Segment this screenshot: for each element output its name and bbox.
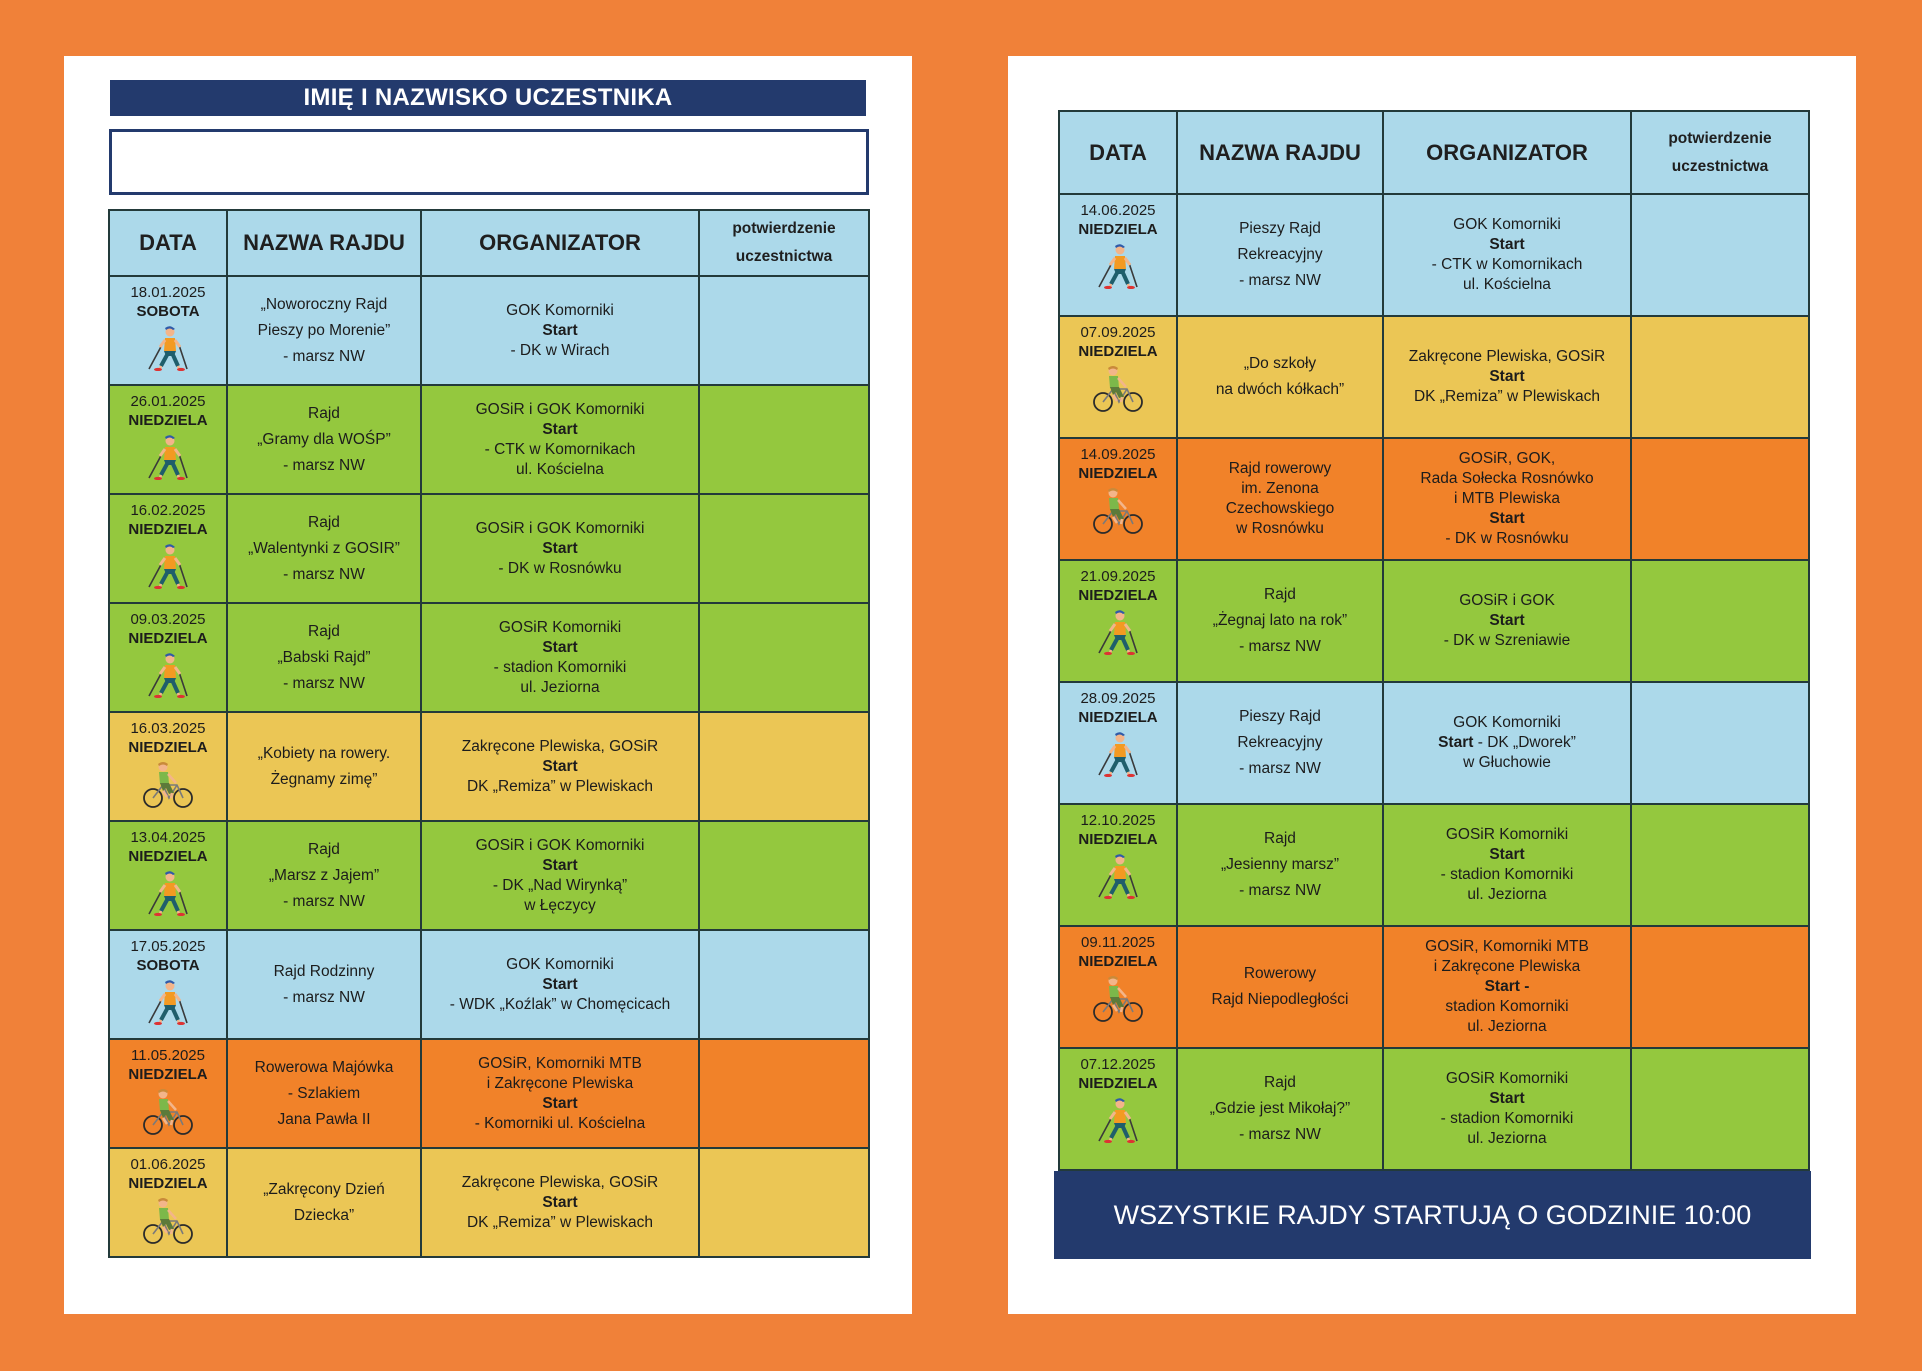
organizer-line: ul. Kościelna xyxy=(1463,276,1551,293)
confirmation-cell[interactable] xyxy=(699,1148,869,1257)
event-name-line: - marsz NW xyxy=(1239,1126,1321,1143)
event-name-line: - marsz NW xyxy=(283,674,365,692)
header-confirmation xyxy=(1631,111,1809,194)
date-cell xyxy=(109,385,227,494)
start-label: Start xyxy=(542,975,578,993)
event-weekday: NIEDZIELA xyxy=(1078,831,1158,848)
organizer-line: Start - DK „Dworek” xyxy=(1438,734,1576,751)
header-organizer: ORGANIZATOR xyxy=(1383,111,1631,194)
organizer-cell xyxy=(421,385,699,494)
organizer-line: Rada Sołecka Rosnówko xyxy=(1420,470,1594,487)
event-name-line: „Babski Rajd” xyxy=(277,648,371,666)
organizer-line: GOSiR Komorniki xyxy=(1445,1070,1569,1087)
organizer-cell xyxy=(421,821,699,930)
start-label: Start xyxy=(1489,368,1525,385)
event-name-line: Rajd xyxy=(308,622,340,640)
event-date: 16.03.2025 xyxy=(130,720,206,737)
date-cell xyxy=(1059,682,1177,804)
event-name-cell xyxy=(1177,804,1383,926)
organizer-line: ul. Jeziorna xyxy=(1467,886,1547,903)
event-name-cell xyxy=(227,603,421,712)
confirmation-cell[interactable] xyxy=(1631,316,1809,438)
header-name: NAZWA RAJDU xyxy=(1177,111,1383,194)
start-label: Start xyxy=(542,1193,578,1211)
organizer-line: GOK Komorniki xyxy=(506,955,614,973)
date-cell xyxy=(1059,804,1177,926)
walker-icon xyxy=(1064,731,1172,783)
table-row xyxy=(109,494,869,603)
table-row xyxy=(109,821,869,930)
event-date: 21.09.2025 xyxy=(1080,568,1156,585)
organizer-line: w Głuchowie xyxy=(1463,754,1551,771)
start-label: Start xyxy=(542,856,578,874)
header-confirmation-line-1: potwierdzenie xyxy=(1668,129,1772,147)
event-name-line: Rajd Niepodległości xyxy=(1211,991,1349,1008)
table-row xyxy=(109,930,869,1039)
event-name-line: - marsz NW xyxy=(283,347,365,365)
organizer-line: ul. Jeziorna xyxy=(520,678,600,696)
organizer-cell xyxy=(421,1148,699,1257)
organizer-cell xyxy=(421,603,699,712)
organizer-line: DK „Remiza” w Plewiskach xyxy=(466,777,654,795)
organizer-line: ul. Kościelna xyxy=(516,460,604,478)
event-name-line: „Marsz z Jajem” xyxy=(268,866,380,884)
event-name-line: „Gramy dla WOŚP” xyxy=(257,430,391,448)
table-row xyxy=(109,712,869,821)
organizer-line: stadion Komorniki xyxy=(1445,998,1569,1015)
cyclist-icon xyxy=(114,1088,222,1142)
start-label: Start xyxy=(1489,612,1525,629)
event-name-cell xyxy=(1177,316,1383,438)
table-row xyxy=(109,276,869,385)
organizer-line: GOSiR, Komorniki MTB xyxy=(478,1054,642,1072)
event-weekday: NIEDZIELA xyxy=(128,412,208,429)
participant-name-field[interactable] xyxy=(109,129,869,195)
organizer-cell xyxy=(421,1039,699,1148)
organizer-cell xyxy=(1383,1048,1631,1170)
walker-icon xyxy=(114,870,222,922)
organizer-line: GOSiR, Komorniki MTB xyxy=(1425,938,1589,955)
organizer-line: - DK „Nad Wirynką” xyxy=(492,876,628,894)
start-label: Start xyxy=(542,757,578,775)
event-date: 01.06.2025 xyxy=(130,1156,206,1173)
organizer-line: GOSiR i GOK Komorniki xyxy=(475,400,645,418)
event-name-line: Czechowskiego xyxy=(1225,500,1335,517)
event-name-line: Rajd Rodzinny xyxy=(273,962,375,980)
organizer-line: i Zakręcone Plewiska xyxy=(1433,958,1581,975)
confirmation-cell[interactable] xyxy=(1631,194,1809,316)
confirmation-cell[interactable] xyxy=(1631,804,1809,926)
event-name-line: Rajd xyxy=(1264,830,1296,847)
event-name-cell xyxy=(227,494,421,603)
organizer-line: - stadion Komorniki xyxy=(1440,866,1574,883)
start-label: Start xyxy=(542,539,578,557)
organizer-line: - Komorniki ul. Kościelna xyxy=(474,1114,646,1132)
walker-icon xyxy=(1064,609,1172,661)
event-date: 17.05.2025 xyxy=(130,938,206,955)
event-name-line: - marsz NW xyxy=(283,456,365,474)
walker-icon xyxy=(1064,853,1172,905)
organizer-line: GOK Komorniki xyxy=(506,301,614,319)
start-label: Start xyxy=(542,420,578,438)
event-name-line: - marsz NW xyxy=(1239,882,1321,899)
event-date: 14.09.2025 xyxy=(1080,446,1156,463)
event-name-line: Jana Pawła II xyxy=(277,1110,371,1128)
organizer-line: ul. Jeziorna xyxy=(1467,1018,1547,1035)
organizer-line: Zakręcone Plewiska, GOSiR xyxy=(461,737,659,755)
organizer-line: GOSiR i GOK Komorniki xyxy=(475,836,645,854)
date-cell xyxy=(109,603,227,712)
date-cell xyxy=(1059,560,1177,682)
event-name-line: Rajd xyxy=(1264,586,1296,603)
event-weekday: NIEDZIELA xyxy=(1078,709,1158,726)
event-date: 09.03.2025 xyxy=(130,611,206,628)
table-row xyxy=(1059,926,1809,1048)
table-header-row xyxy=(1059,111,1809,194)
event-weekday: NIEDZIELA xyxy=(1078,953,1158,970)
start-label: Start xyxy=(542,638,578,656)
table-row xyxy=(1059,438,1809,560)
event-name-line: Pieszy Rajd xyxy=(1239,708,1321,725)
organizer-line: Zakręcone Plewiska, GOSiR xyxy=(461,1173,659,1191)
header-date: DATA xyxy=(1059,111,1177,194)
schedule-table-right xyxy=(1058,110,1810,1171)
start-label: Start xyxy=(542,1094,578,1112)
date-cell xyxy=(1059,926,1177,1048)
header-confirmation-line-2: uczestnictwa xyxy=(735,248,833,265)
organizer-cell xyxy=(421,494,699,603)
table-row xyxy=(1059,804,1809,926)
header-date: DATA xyxy=(109,210,227,276)
event-name-line: „Jesienny marsz” xyxy=(1221,856,1339,873)
walker-icon xyxy=(114,543,222,595)
event-name-line: „Żegnaj lato na rok” xyxy=(1212,612,1348,629)
organizer-line: - stadion Komorniki xyxy=(493,658,627,676)
event-weekday: NIEDZIELA xyxy=(128,1175,208,1192)
cyclist-icon xyxy=(1064,487,1172,541)
confirmation-cell[interactable] xyxy=(699,821,869,930)
walker-icon xyxy=(114,434,222,486)
event-name-cell xyxy=(227,1148,421,1257)
event-weekday: NIEDZIELA xyxy=(128,739,208,756)
event-name-line: „Gdzie jest Mikołaj?” xyxy=(1209,1100,1351,1117)
event-name-line: im. Zenona xyxy=(1241,480,1319,497)
confirmation-cell[interactable] xyxy=(699,1039,869,1148)
event-name-cell xyxy=(1177,194,1383,316)
cyclist-icon xyxy=(1064,975,1172,1029)
organizer-line: - stadion Komorniki xyxy=(1440,1110,1574,1127)
right-page xyxy=(1008,56,1856,1314)
event-date: 11.05.2025 xyxy=(131,1047,205,1064)
organizer-cell xyxy=(1383,804,1631,926)
event-weekday: SOBOTA xyxy=(136,303,200,320)
organizer-line: ul. Jeziorna xyxy=(1467,1130,1547,1147)
cyclist-icon xyxy=(114,1197,222,1251)
participant-name-header: IMIĘ I NAZWISKO UCZESTNIKA xyxy=(110,80,866,116)
event-name-line: Rekreacyjny xyxy=(1237,734,1323,751)
event-weekday: NIEDZIELA xyxy=(128,521,208,538)
event-name-cell xyxy=(1177,926,1383,1048)
event-date: 16.02.2025 xyxy=(130,502,206,519)
start-label: Start xyxy=(542,321,578,339)
table-row xyxy=(1059,560,1809,682)
walker-icon xyxy=(114,325,222,377)
confirmation-cell[interactable] xyxy=(699,276,869,385)
event-weekday: NIEDZIELA xyxy=(128,630,208,647)
walker-icon xyxy=(114,652,222,704)
date-cell xyxy=(1059,438,1177,560)
event-date: 07.12.2025 xyxy=(1080,1056,1156,1073)
table-row xyxy=(1059,682,1809,804)
start-label: Start - xyxy=(1484,978,1530,995)
date-cell xyxy=(109,1148,227,1257)
organizer-line: GOSiR, GOK, xyxy=(1458,450,1556,467)
event-name-cell xyxy=(1177,1048,1383,1170)
event-weekday: SOBOTA xyxy=(136,957,200,974)
walker-icon xyxy=(114,979,222,1031)
date-cell xyxy=(1059,1048,1177,1170)
organizer-line: Zakręcone Plewiska, GOSiR xyxy=(1408,348,1606,365)
table-row xyxy=(109,1039,869,1148)
event-name-line: - marsz NW xyxy=(1239,638,1321,655)
organizer-line: GOK Komorniki xyxy=(1453,714,1561,731)
organizer-line: i MTB Plewiska xyxy=(1454,490,1560,507)
header-organizer: ORGANIZATOR xyxy=(421,210,699,276)
organizer-line: - DK w Szreniawie xyxy=(1443,632,1571,649)
confirmation-cell[interactable] xyxy=(1631,926,1809,1048)
table-row xyxy=(109,1148,869,1257)
date-cell xyxy=(109,1039,227,1148)
event-name-line: na dwóch kółkach” xyxy=(1215,381,1345,398)
left-page xyxy=(64,56,912,1314)
confirmation-cell[interactable] xyxy=(699,385,869,494)
event-name-line: - marsz NW xyxy=(283,565,365,583)
event-name-line: „Walentynki z GOSIR” xyxy=(248,539,400,557)
event-date: 09.11.2025 xyxy=(1081,934,1155,951)
organizer-line: GOSiR Komorniki xyxy=(498,618,622,636)
event-date: 18.01.2025 xyxy=(130,284,206,301)
organizer-line: - DK w Rosnówku xyxy=(498,559,622,577)
table-header-row xyxy=(109,210,869,276)
organizer-line: i Zakręcone Plewiska xyxy=(486,1074,634,1092)
event-date: 07.09.2025 xyxy=(1080,324,1156,341)
start-label: Start xyxy=(1489,510,1525,527)
event-weekday: NIEDZIELA xyxy=(128,1066,208,1083)
event-name-line: Pieszy po Morenie” xyxy=(257,321,391,339)
confirmation-cell[interactable] xyxy=(699,603,869,712)
table-row xyxy=(109,603,869,712)
confirmation-cell[interactable] xyxy=(699,930,869,1039)
event-name-line: - Szlakiem xyxy=(287,1084,361,1102)
organizer-cell xyxy=(421,276,699,385)
header-name: NAZWA RAJDU xyxy=(227,210,421,276)
confirmation-cell[interactable] xyxy=(699,712,869,821)
cyclist-icon xyxy=(114,761,222,815)
organizer-cell xyxy=(421,930,699,1039)
schedule-table-left xyxy=(108,209,870,1258)
organizer-line: GOSiR i GOK Komorniki xyxy=(475,519,645,537)
organizer-line: - DK w Rosnówku xyxy=(1445,530,1569,547)
date-cell xyxy=(109,821,227,930)
event-name-line: „Zakręcony Dzień xyxy=(263,1180,385,1198)
date-cell xyxy=(109,930,227,1039)
event-name-line: Rowerowy xyxy=(1243,965,1317,982)
event-weekday: NIEDZIELA xyxy=(1078,221,1158,238)
table-row xyxy=(1059,316,1809,438)
event-date: 12.10.2025 xyxy=(1080,812,1156,829)
confirmation-cell[interactable] xyxy=(1631,560,1809,682)
organizer-line: - CTK w Komornikach xyxy=(484,440,636,458)
event-date: 28.09.2025 xyxy=(1080,690,1156,707)
start-label: Start xyxy=(1489,846,1525,863)
organizer-cell xyxy=(1383,194,1631,316)
header-confirmation-line-2: uczestnictwa xyxy=(1671,157,1769,175)
event-name-line: Żegnamy zimę” xyxy=(270,770,378,788)
date-cell xyxy=(109,712,227,821)
start-label: Start xyxy=(1438,734,1474,751)
confirmation-cell[interactable] xyxy=(699,494,869,603)
event-date: 14.06.2025 xyxy=(1080,202,1156,219)
organizer-cell xyxy=(1383,560,1631,682)
confirmation-cell[interactable] xyxy=(1631,438,1809,560)
organizer-cell xyxy=(1383,438,1631,560)
event-name-cell xyxy=(227,385,421,494)
event-name-cell xyxy=(227,821,421,930)
organizer-cell xyxy=(421,712,699,821)
date-cell xyxy=(109,494,227,603)
organizer-cell xyxy=(1383,682,1631,804)
event-name-cell xyxy=(1177,560,1383,682)
confirmation-cell[interactable] xyxy=(1631,682,1809,804)
date-cell xyxy=(1059,316,1177,438)
cyclist-icon xyxy=(1064,365,1172,419)
walker-icon xyxy=(1064,1097,1172,1149)
start-label: Start xyxy=(1489,1090,1525,1107)
event-name-cell xyxy=(227,276,421,385)
event-weekday: NIEDZIELA xyxy=(128,848,208,865)
table-row xyxy=(1059,194,1809,316)
event-name-line: Rajd xyxy=(308,840,340,858)
organizer-line: GOSiR Komorniki xyxy=(1445,826,1569,843)
event-name-line: Rajd xyxy=(308,513,340,531)
event-name-cell xyxy=(227,712,421,821)
event-name-cell xyxy=(1177,438,1383,560)
event-name-line: „Do szkoły xyxy=(1243,355,1317,372)
event-weekday: NIEDZIELA xyxy=(1078,587,1158,604)
event-name-line: - marsz NW xyxy=(283,988,365,1006)
start-label: Start xyxy=(1489,236,1525,253)
organizer-line: w Łęczycy xyxy=(524,896,596,914)
event-weekday: NIEDZIELA xyxy=(1078,343,1158,360)
event-weekday: NIEDZIELA xyxy=(1078,1075,1158,1092)
event-date: 26.01.2025 xyxy=(130,393,206,410)
event-name-line: „Noworoczny Rajd xyxy=(260,295,388,313)
event-name-line: w Rosnówku xyxy=(1236,520,1324,537)
date-cell xyxy=(109,276,227,385)
organizer-line: DK „Remiza” w Plewiskach xyxy=(466,1213,654,1231)
organizer-cell xyxy=(1383,926,1631,1048)
organizer-line: - DK w Wirach xyxy=(510,341,610,359)
event-name-line: - marsz NW xyxy=(1239,760,1321,777)
start-time-banner: WSZYSTKIE RAJDY STARTUJĄ O GODZINIE 10:00 xyxy=(1054,1171,1811,1259)
event-name-line: Rowerowa Majówka xyxy=(254,1058,394,1076)
event-name-line: Rajd rowerowy xyxy=(1228,460,1332,477)
organizer-line: GOSiR i GOK xyxy=(1459,592,1555,609)
event-name-cell xyxy=(227,930,421,1039)
event-name-line: „Kobiety na rowery. xyxy=(257,744,391,762)
event-name-line: Pieszy Rajd xyxy=(1239,220,1321,237)
walker-icon xyxy=(1064,243,1172,295)
event-name-line: - marsz NW xyxy=(283,892,365,910)
event-name-line: - marsz NW xyxy=(1239,272,1321,289)
date-cell xyxy=(1059,194,1177,316)
header-confirmation xyxy=(699,210,869,276)
event-name-cell xyxy=(227,1039,421,1148)
table-row xyxy=(1059,1048,1809,1170)
event-name-line: Rajd xyxy=(1264,1074,1296,1091)
table-row xyxy=(109,385,869,494)
event-date: 13.04.2025 xyxy=(130,829,206,846)
organizer-line: GOK Komorniki xyxy=(1453,216,1561,233)
event-name-cell xyxy=(1177,682,1383,804)
organizer-line: - WDK „Koźlak” w Chomęcicach xyxy=(449,995,671,1013)
header-confirmation-line-1: potwierdzenie xyxy=(732,220,836,237)
organizer-line: DK „Remiza” w Plewiskach xyxy=(1413,388,1601,405)
event-name-line: Rajd xyxy=(308,404,340,422)
event-name-line: Dziecka” xyxy=(293,1206,355,1224)
event-name-line: Rekreacyjny xyxy=(1237,246,1323,263)
confirmation-cell[interactable] xyxy=(1631,1048,1809,1170)
organizer-cell xyxy=(1383,316,1631,438)
event-weekday: NIEDZIELA xyxy=(1078,465,1158,482)
organizer-line: - CTK w Komornikach xyxy=(1431,256,1583,273)
